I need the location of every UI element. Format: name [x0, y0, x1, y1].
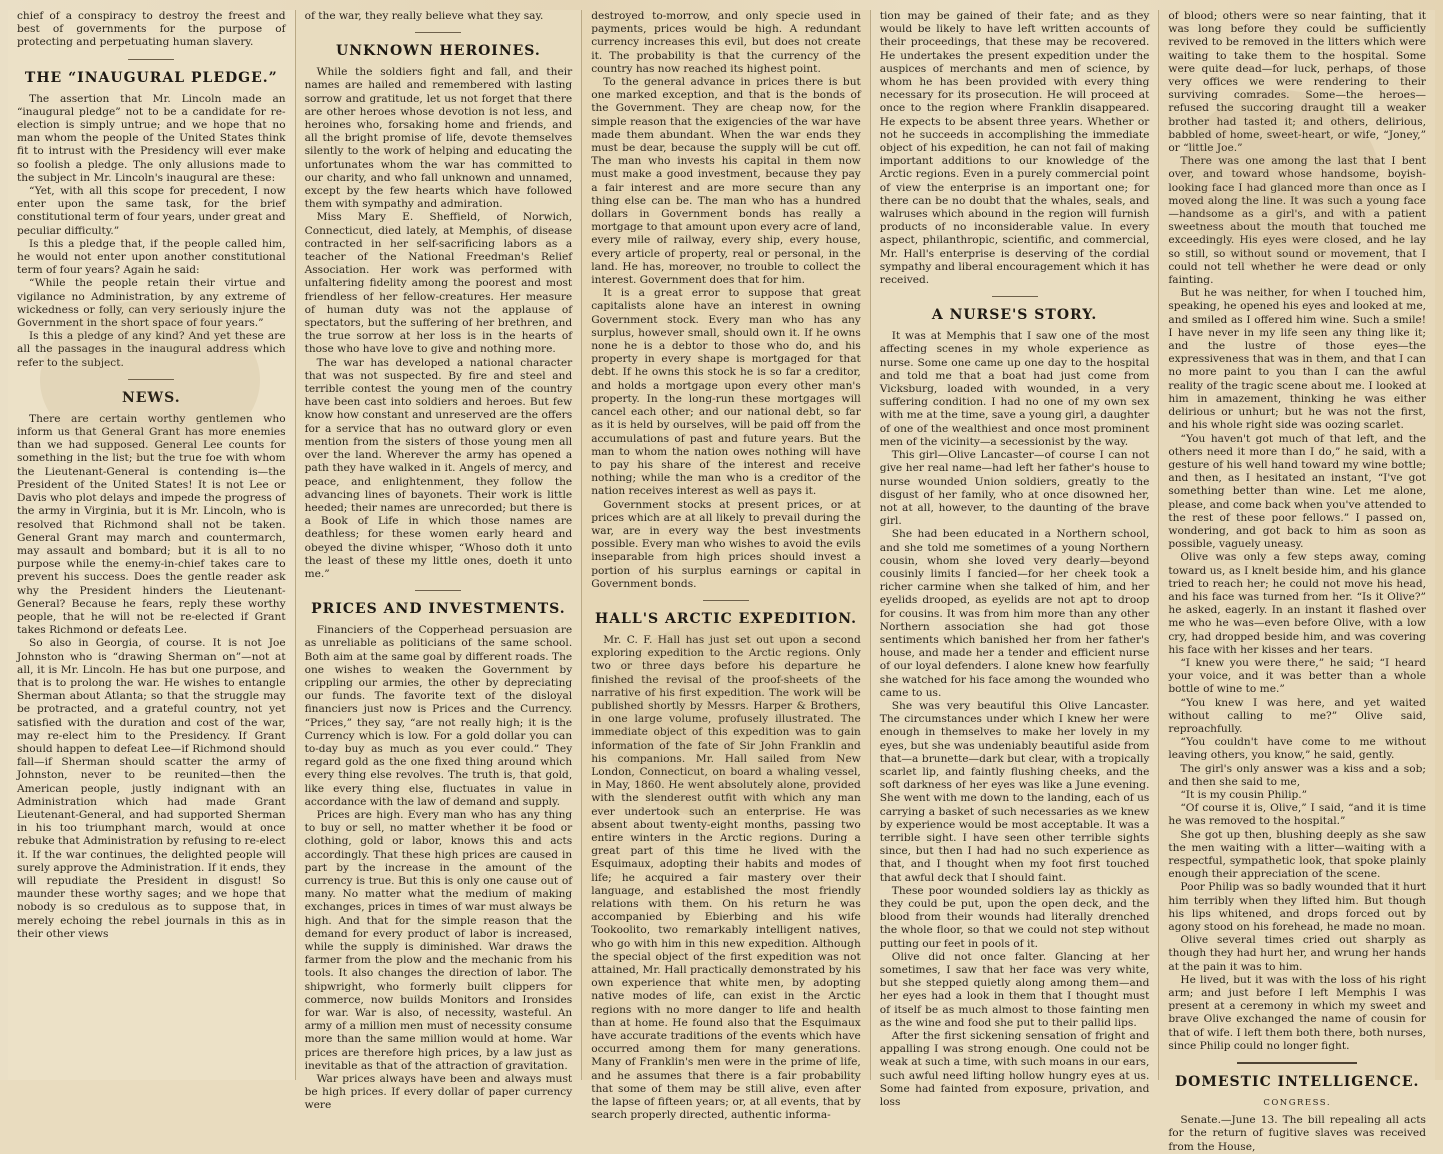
- paragraph: “You haven't got much of that left, and the others need it more than I do,” he said, with a gesture of his well hand toward my wine bottle; and then, as I hesitated an instant, “I've got something better than wine. Let me alone, please, and come back when you've attended to the rest of these poor fellows.” I passed on, wondering, and got back to him as soon as possible, vaguely uneasy.: [1168, 432, 1426, 551]
- article-continuation: destroyed to-morrow, and only specie used in payments, prices would be high. A redundant currency increases this evil, but does not create it. The probability is that the currency of the country has now reached its highest point.: [591, 10, 861, 75]
- column-3: [581, 10, 870, 1122]
- divider: [1237, 1062, 1357, 1064]
- headline-news: NEWS.: [121, 389, 181, 406]
- article-continuation: tion may be gained of their fate; and as they would be likely to have left written accounts of their proceedings, that these may be recovered. He undertakes the present expedition under the auspices of merchants and men of science, by whom he has been provided with every thing necessary for its prosecution. He will proceed at once to the region where Franklin disappeared. He expects to be absent three years. Whether or not he succeeds in accomplishing the immediate object of his expedition, he can not fail of making important additions to our knowledge of the Arctic regions. Even in a purely commercial point of view the enterprise is an important one; for there can be no doubt that the whales, seals, and walruses which abound in the region will furnish products of no inconsiderable value. In every aspect, philanthropic, scientific, and commercial, Mr. Hall's enterprise is deserving of the cordial sympathy and liberal encouragement which it has received.: [879, 10, 1150, 287]
- column-1: [8, 10, 295, 1080]
- paragraph: Financiers of the Copperhead persuasion are as unreliable as politicians of the same school. Both aim at the same goal by different roads. The one wishes to weaken the Government by crippling our armies, the other by depreciating our funds. The favorite text of the disloyal financiers just now is Prices and the Currency. “Prices,” they say, “are not really high; it is the Currency which is low. For a gold dollar you can to-day buy as much as you ever could.” They regard gold as the one fixed thing around which every thing else revolves. The truth is, that gold, like every thing else, fluctuates in value in accordance with the law of demand and supply.: [304, 624, 573, 808]
- paragraph: Mr. C. F. Hall has just set out upon a second exploring expedition to the Arctic regions. Only two or three days before his departure he finished the revisal of the proof-sheets of the narrative of his first expedition. The work will be published shortly by Messrs. Harper & Brothers, in one large volume, profusely illustrated. The immediate object of this expedition was to gain information of the fate of Sir John Franklin and his companions. Mr. Hall sailed from New London, Connecticut, on board a whaling vessel, in May, 1860. He went absolutely alone, provided with the slenderest outfit with which any man ever undertook such an enterprise. He was absent about twenty-eight months, passing two entire winters in the Arctic regions. During a great part of this time he lived with the Esquimaux, adopting their habits and modes of life; he acquired a fair mastery over their language, and established the most friendly relations with them. On his return he was accompanied by Ebierbing and his wife Tookoolito, two remarkably intelligent natives, who go with him in this new expedition. Although the special object of the first expedition was not attained, Mr. Hall practically demonstrated by his own experience that white men, by adopting native modes of life, can exist in the Arctic regions with no more danger to life and health than at home. He found also that the Esquimaux have accurate traditions of the events which have occurred among them for many generations. Many of Franklin's men were in the prime of life, and he assumes that there is a fair probability that some of them may be still alive, even after the lapse of fifteen years; or, at all events, that by search properly directed, authentic informa-: [591, 633, 861, 1122]
- divider: [703, 600, 749, 601]
- paragraph: The war has developed a national character that was not suspected. By fire and steel and terrible contest the young men of the country have been cast into soldiers and heroes. But few know how constant and unreserved are the offers for a service that has no outward glory or even mention from the sisters of those young men all over the land. Wherever the army has opened a path they have walked in it. Angels of mercy, and peace, and enlightenment, they follow the advancing lines of bayonets. Their work is little heeded; their names are unrecorded; but there is a Book of Life in which those names are deathless; for these women early heard and obeyed the divine whisper, “Whoso doth it unto the least of these my little ones, doeth it unto me.”: [304, 356, 573, 580]
- paragraph: But he was neither, for when I touched him, speaking, he opened his eyes and looked at me, and smiled as I offered him wine. Such a smile! I have never in my life seen any thing like it; and the lustre of those eyes—the expressiveness that was in them, and that I can no more paint to you than I can the awful reality of the tragic scene about me. I looked at him in amazement, thinking he was either delirious or unhurt; but he was not the first, and his whole right side was oozing scarlet.: [1168, 287, 1426, 432]
- article-continuation: of the war, they really believe what they say.: [304, 10, 544, 22]
- paragraph: War prices always have been and always must be high prices. If every dollar of paper currency were: [304, 1073, 573, 1112]
- paragraph: He lived, but it was with the loss of his right arm; and just before I left Memphis I was present at a ceremony in which my sweet and brave Olive exchanged the name of cousin for that of wife. I left them both there, both nurses, since Philip could no longer fight.: [1168, 973, 1426, 1052]
- paragraph: Poor Philip was so badly wounded that it hurt him terribly when they lifted him. But though his lips whitened, and drops forced out by agony stood on his forehead, he made no moan.: [1168, 881, 1426, 934]
- article-continuation: of blood; others were so near fainting, that it was long before they could be sufficiently revived to be removed in the litters which were waiting to take them to the hospital. Some were quite dead—for luck, perhaps, of those very offices we were rendering to their surviving comrades. Some—the heroes—refused the succoring draught till a weaker brother had tasted it; and others, delirious, babbled of home, sweet-heart, or wife, “Joney,” or “little Joe.”: [1168, 10, 1426, 155]
- paragraph: Government stocks at present prices, or at prices which are at all likely to prevail during the war, are in every way the best investments possible. Every man who wishes to avoid the evils inseparable from high prices should invest a portion of his surplus earnings or capital in Government bonds.: [591, 498, 861, 590]
- quotation: “While the people retain their virtue and vigilance no Administration, by any extreme of wickedness or folly, can very seriously injure the Government in the short space of four years.”: [17, 277, 286, 330]
- divider: [415, 590, 461, 591]
- paragraph: “Of course it is, Olive,” I said, “and it is time he was removed to the hospital.”: [1168, 802, 1426, 828]
- paragraph: Is this a pledge that, if the people called him, he would not enter upon another constitutional term of four years? Again he said:: [17, 237, 286, 277]
- paragraph: While the soldiers fight and fall, and their names are hailed and remembered with lasting sorrow and gratitude, let us not forget that there are other heroes whose devotion is not less, and heroines who, forsaking home and friends, and all the bright promise of life, devote themselves silently to the work of helping and educating the unfortunates whom the war has committed to our charity, and who fall unknown and unnamed, except by the few hearts which have followed them with sympathy and admiration.: [304, 66, 573, 211]
- headline-halls-arctic-expedition: HALL'S ARCTIC EXPEDITION.: [594, 610, 857, 627]
- paragraph: She was very beautiful this Olive Lancaster. The circumstances under which I knew her were enough in themselves to make her lovely in my eyes, but she was undeniably beautiful aside from that—a brunette—dark but clear, with a tropically scarlet lip, and faintly flushing cheeks, and the soft darkness of her eyes was like a June evening. She went with me down to the landing, each of us carrying a basket of such necessaries as we knew by experience would be most acceptable. It was a terrible sight. I have seen other terrible sights since, but then I had had no such experience as that, and I thought when my foot first touched that awful deck that I should faint.: [879, 699, 1150, 884]
- paragraph: Is this a pledge of any kind? And yet these are all the passages in the inaugural address which refer to the subject.: [17, 330, 286, 369]
- headline-domestic-intelligence: DOMESTIC INTELLIGENCE.: [1174, 1074, 1420, 1091]
- paragraph: “It is my cousin Philip.”: [1180, 788, 1308, 801]
- paragraph: Olive several times cried out sharply as though they had hurt her, and wrung her hands at the pain it was to him.: [1168, 934, 1426, 973]
- paragraph: Miss Mary E. Sheffield, of Norwich, Connecticut, died lately, at Memphis, of disease contracted in her self-sacrificing labors as a teacher of the National Freedman's Relief Association. Her work was performed with unfaltering fidelity among the poorest and most friendless of her fellow-creatures. Her measure of human duty was not the applause of spectators, but the suffering of her brethren, and the true sorrow at her loss is in the hearts of those who have love to give and nothing more.: [304, 211, 573, 356]
- paragraph: It was at Memphis that I saw one of the most affecting scenes in my whole experience as nurse. Some one came up one day to the hospital and told me that a boat had just come from Vicksburg, loaded with wounded, in a very suffering condition. I had no one of my own sex with me at the time, save a young girl, a daughter of one of the wealthiest and once most prominent men of the vicinity—a secessionist by the way.: [879, 330, 1150, 448]
- column-4: [870, 10, 1159, 1109]
- paragraph: It is a great error to suppose that great capitalists alone have an interest in owning Government stock. Every man who has any surplus, however small, should own it. If he owns none he is a debtor to those who do, and his property in every shape is mortgaged for that debt. If he owns this stock he is so far a creditor, and holds a mortgage upon every other man's property. In the long-run these mortgages will cancel each other; and our national debt, so far as it is held by ourselves, will be paid off from the accumulations of past and future years. But the man to whom the nation owes nothing will have to pay his share of the interest and receive nothing; while the man who is a creditor of the nation receives interest as well as pays it.: [591, 287, 861, 498]
- paragraph: After the first sickening sensation of fright and appalling I was strong enough. One could not be weak at such a time, with such moans in our ears, such awful need lifting hollow hungry eyes at us. Some had fainted from exposure, privation, and loss: [879, 1030, 1150, 1109]
- paragraph: The assertion that Mr. Lincoln made an “inaugural pledge” not to be a candidate for re-election is simply untrue; and we hope that no man whom the people of the United States think fit to intrust with the Presidency will ever make so foolish a pledge. The only allusions made to the subject in Mr. Lincoln's inaugural are these:: [17, 92, 286, 184]
- paragraph: “You knew I was here, and yet waited without calling to me?” Olive said, reproachfully.: [1168, 696, 1426, 735]
- column-5: [1158, 10, 1435, 1153]
- column-2: [295, 10, 582, 1112]
- paragraph: “I knew you were there,” he said; “I heard your voice, and it was better than a whole bottle of wine to me.”: [1168, 656, 1426, 696]
- headline-inaugural-pledge: THE “INAUGURAL PLEDGE.”: [24, 69, 278, 86]
- headline-nurses-story: A NURSE'S STORY.: [931, 307, 1098, 324]
- article-continuation: chief of a conspiracy to destroy the freest and best of governments for the purpose of protecting and perpetuating human slavery.: [17, 10, 286, 49]
- paragraph: There was one among the last that I bent over, and toward whose handsome, boyish-looking face I had glanced more than once as I moved along the line. It was such a young face—handsome as a girl's, and with a patient sweetness about the mouth that touched me exceedingly. His eyes were closed, and he lay so still, so without sound or movement, that I could not tell whether he were dead or only fainting.: [1168, 155, 1426, 287]
- divider: [128, 379, 174, 380]
- paragraph: She had been educated in a Northern school, and she told me sometimes of a young Northern cousin, whom she loved very dearly—beyond cousinly limits I fancied—for her cheek took a richer carmine when she talked of him, and her eyelids drooped, as eyelids are not apt to droop for cousins. It was from him more than any other Northern association she had got those sentiments which banished her from her father's house, and made her a tender and efficient nurse of our loyal defenders. I alone knew how fearfully she watched for his face among the wounded who came to us.: [879, 528, 1150, 699]
- paragraph: To the general advance in prices there is but one marked exception, and that is the bonds of the Government. They are cheap now, for the simple reason that the exigencies of the war have made them abundant. When the war ends they must be dear, because the supply will be cut off. The man who invests his capital in them now must make a good investment, because they pay a fair interest and are more secure than any thing else can be. The man who has a hundred dollars in Government bonds has really a mortgage to that amount upon every acre of land, every mile of railway, every ship, every house, every article of property, real or personal, in the land. He has, moreover, no trouble to collect the interest. Government does that for him.: [591, 76, 861, 287]
- paragraph: There are certain worthy gentlemen who inform us that General Grant has more enemies than we had supposed. General Lee counts for something in the list; but the true foe with whom the Lieutenant-General is contending is—the President of the United States! It is not Lee or Davis who plot delays and impede the progress of the army in Virginia, but it is Mr. Lincoln, who is resolved that Richmond shall not be taken. General Grant may march and countermarch, may assault and bombard; but it is all to no purpose while the enemy-in-chief takes care to prevent his success. Does the gentle reader ask why the President hinders the Lieutenant-General? Because he fears, reply these worthy people, that he will not be re-elected if Grant takes Richmond or defeats Lee.: [17, 412, 286, 637]
- paragraph: “You couldn't have come to me without leaving others, you know,” he said, gently.: [1168, 736, 1426, 762]
- paragraph: This girl—Olive Lancaster—of course I can not give her real name—had left her father's house to nurse wounded Union soldiers, greatly to the disgust of her family, who at once disowned her, not at all, however, to the daunting of the brave girl.: [879, 449, 1150, 528]
- quotation: “Yet, with all this scope for precedent, I now enter upon the same task, for the brief constitutional term of four years, under great and peculiar difficulty.”: [17, 185, 286, 237]
- paragraph: Olive was only a few steps away, coming toward us, as I knelt beside him, and his glance tried to reach her; he could not move his head, and his face was turned from her. “Is it Olive?” he asked, eagerly. In an instant it flashed over me who he was—even before Olive, with a low cry, had dropped beside him, and was covering his face with her kisses and her tears.: [1168, 551, 1426, 656]
- headline-unknown-heroines: UNKNOWN HEROINES.: [335, 43, 541, 60]
- paragraph: The girl's only answer was a kiss and a sob; and then she said to me,: [1168, 762, 1426, 788]
- paragraph: So also in Georgia, of course. It is not Joe Johnston who is “drawing Sherman on”—not at all, it is Mr. Lincoln. He has but one purpose, and that is to prolong the war. He wishes to entangle Sherman about Atlanta; so that the struggle may be protracted, and a grateful country, not yet satisfied with the duration and cost of the war, may re-elect him to the Presidency. If Grant should happen to defeat Lee—if Richmond should fall—if Sherman should scatter the army of Johnston, never to be reunited—then the American people, justly indignant with an Administration which had made Grant Lieutenant-General, and had supported Sherman in his too triumphant march, would at once rebuke that Administration by refusing to re-elect it. If the war continues, the delighted people will surely approve the Administration. If it ends, they will repudiate the President in disgust! So maunder these worthy sages; and we hope that nobody is so credulous as to suppose that, in merely echoing the rebel journals in this as in their other views: [17, 637, 286, 940]
- divider: [128, 59, 174, 60]
- divider: [415, 32, 461, 33]
- subheading-congress: CONGRESS.: [1263, 1098, 1332, 1109]
- paragraph: She got up then, blushing deeply as she saw the men waiting with a litter—waiting with a respectful, sympathetic look, that spoke plainly enough their appreciation of the scene.: [1168, 828, 1426, 881]
- paragraph: These poor wounded soldiers lay as thickly as they could be put, upon the open deck, and the blood from their wounds had literally drenched the whole floor, so that we could not step without putting our feet in pools of it.: [879, 884, 1150, 950]
- headline-prices-investments: PRICES AND INVESTMENTS.: [311, 601, 566, 618]
- paragraph: Prices are high. Every man who has any thing to buy or sell, no matter whether it be food or clothing, gold or labor, knows this and acts accordingly. That these high prices are caused in part by the increase in the amount of the currency is true. But this is only one cause out of many. No matter what the medium of making exchanges, prices in times of war must always be high. And that for the simple reason that the demand for every product of labor is increased, while the supply is diminished. War draws the farmer from the plow and the mechanic from his tools. It also changes the direction of labor. The shipwright, who formerly built clippers for commerce, now builds Monitors and Ironsides for war. War is also, of necessity, wasteful. An army of a million men must of necessity consume more than the same million would at home. War prices are therefore high prices, by a law just as inevitable as that of the attraction of gravitation.: [304, 808, 573, 1072]
- divider: [992, 296, 1038, 297]
- paragraph: Senate.—June 13. The bill repealing all acts for the return of fugitive slaves was received from the House,: [1168, 1114, 1426, 1153]
- paragraph: Olive did not once falter. Glancing at her sometimes, I saw that her face was very white, but she stepped quietly along among them—and her eyes had a look in them that I thought must of itself be as much almost to those fainting men as the wine and food she put to their pallid lips.: [879, 950, 1150, 1029]
